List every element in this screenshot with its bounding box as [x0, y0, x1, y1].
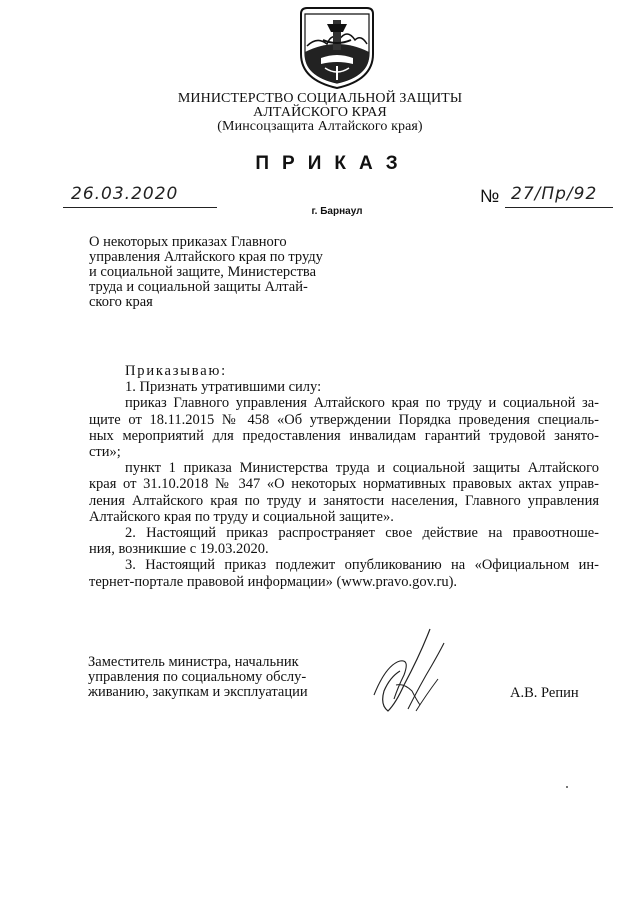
paragraph-3-line: 3. Настоящий приказ подлежит опубликованию на «Официальном ин-	[125, 557, 599, 574]
paragraph-1b-line: Алтайского края по труду и социальной защите».	[89, 508, 394, 525]
ministry-short-name: (Минсоцзащита Алтайского края)	[217, 119, 423, 134]
paragraph-1b-line: ления Алтайского края по труду и занятости населения, Главного управления	[89, 492, 599, 509]
paragraph-1b-line: края от 31.10.2018 № 347 «О некоторых нормативных правовых актах управ-	[89, 476, 599, 493]
order-intro: Приказываю:	[125, 363, 227, 379]
coat-of-arms-emblem	[297, 6, 377, 90]
scan-speck	[566, 786, 568, 788]
signer-position-line: Заместитель министра, начальник	[88, 654, 299, 670]
subject-line: труда и социальной защиты Алтай-	[89, 279, 308, 295]
date-handwritten: 26.03.2020	[71, 184, 179, 204]
subject-line: управления Алтайского края по труду	[89, 249, 323, 265]
signer-position	[88, 655, 318, 700]
number-label: №	[480, 186, 500, 206]
number-handwritten: 27/Пр/92	[511, 184, 598, 204]
city: г. Барнаул	[311, 206, 363, 217]
paragraph-1a-line: ных мероприятий для предоставления инвалидам гарантий трудовой занято-	[89, 427, 599, 444]
paragraph-1a-line: сти»;	[89, 444, 121, 461]
subject-line: О некоторых приказах Главного	[89, 234, 287, 250]
handwritten-signature	[360, 625, 455, 715]
paragraph-1b-line: пункт 1 приказа Министерства труда и социальной защиты Алтайского	[125, 460, 599, 477]
paragraph-1a-line: приказ Главного управления Алтайского края по труду и социальной за-	[125, 395, 599, 412]
paragraph-1a-line: щите от 18.11.2015 № 458 «Об утверждении Порядка проведения специаль-	[89, 411, 599, 428]
paragraph-2-line: 2. Настоящий приказ распространяет свое действие на правоотноше-	[125, 525, 599, 542]
signer-position-line: живанию, закупкам и эксплуатации	[88, 684, 308, 700]
order-body	[89, 363, 599, 590]
paragraph-2-line: ния, возникшие с 19.03.2020.	[89, 541, 269, 558]
ministry-name-line1: МИНИСТЕРСТВО СОЦИАЛЬНОЙ ЗАЩИТЫ	[177, 91, 463, 106]
signer-name: А.В. Репин	[510, 685, 579, 701]
ministry-name-line2: АЛТАЙСКОГО КРАЯ	[253, 105, 387, 120]
paragraph-1-heading: 1. Признать утратившими силу:	[125, 379, 322, 396]
subject-line: ского края	[89, 294, 153, 310]
paragraph-3-line: тернет-портале правовой информации» (www.pravo.gov.ru).	[89, 573, 458, 590]
signer-position-line: управления по социальному обслу-	[88, 669, 307, 685]
document-title: ПРИКАЗ	[255, 153, 411, 174]
ministry-header	[0, 92, 640, 134]
order-subject	[89, 235, 337, 310]
subject-line: и социальной защите, Министерства	[89, 264, 317, 280]
